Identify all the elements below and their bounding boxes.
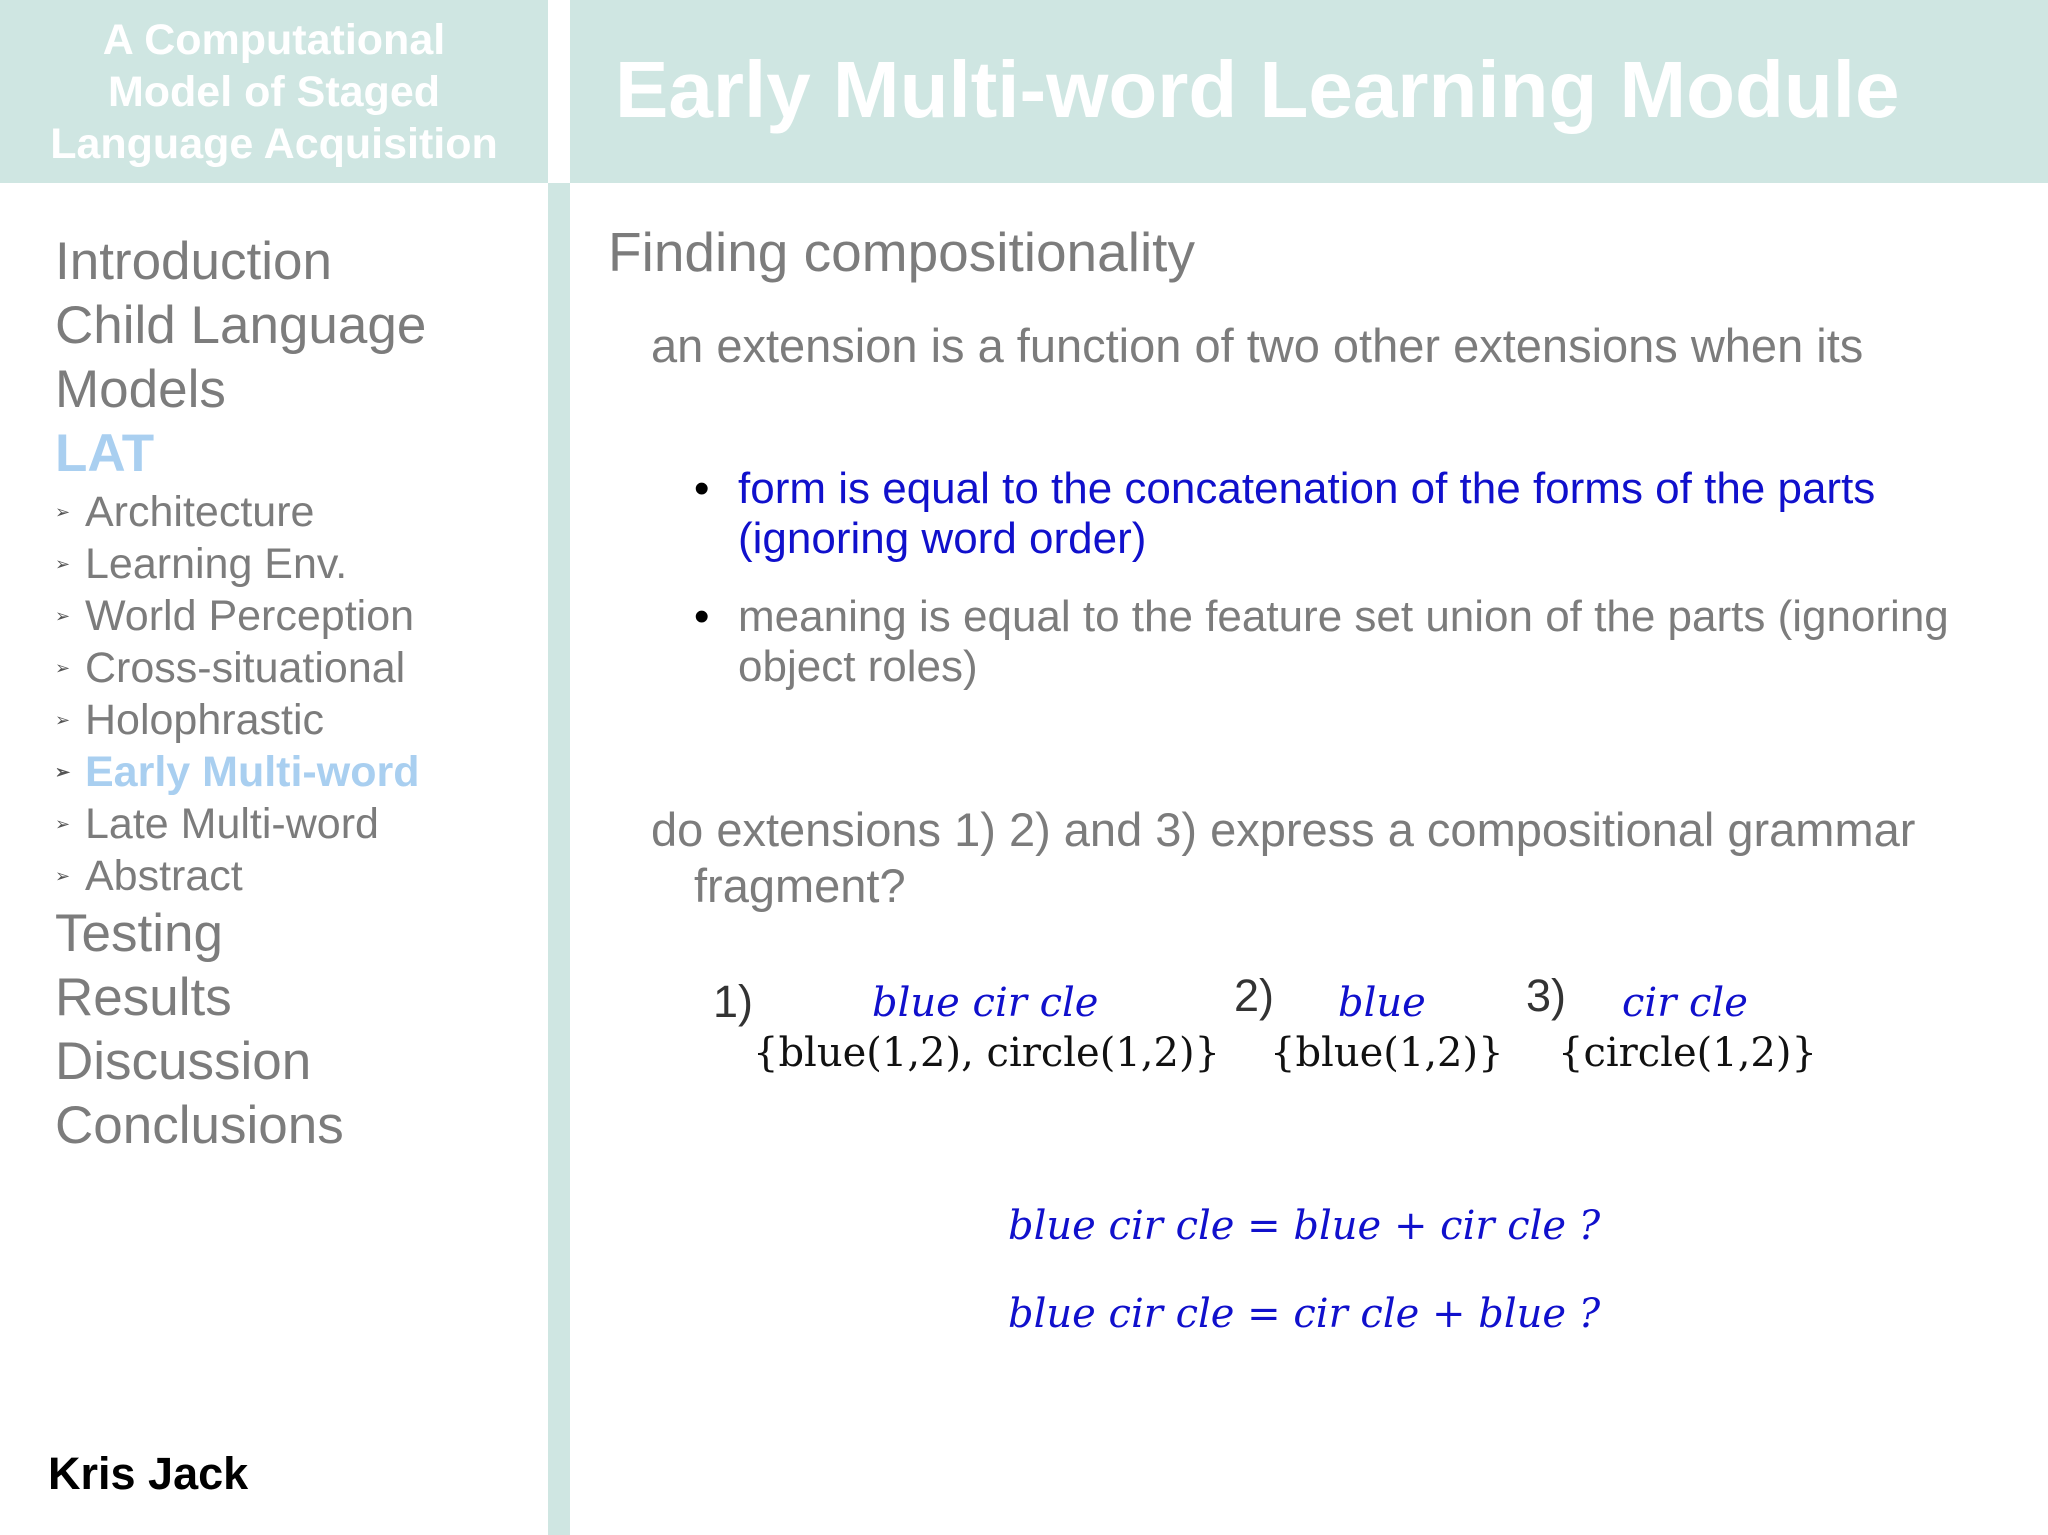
section-heading: Finding compositionality xyxy=(608,221,1195,283)
slide-title-banner xyxy=(570,0,2048,183)
arrow-bullet-icon: ➢ xyxy=(55,710,71,730)
example-1-form: blue cir cle xyxy=(872,980,1099,1026)
nav-subitem-architecture[interactable] xyxy=(55,486,535,538)
bullet-meaning-rule xyxy=(694,592,2034,692)
nav-item-conclusions[interactable]: Conclusions xyxy=(55,1096,344,1155)
example-2-form: blue xyxy=(1338,980,1426,1026)
nav-subitem-cross-situational[interactable] xyxy=(55,642,535,694)
example-2-meaning: {blue(1,2)} xyxy=(1270,1030,1504,1076)
nav-subitem-label: Cross-situational xyxy=(85,644,406,692)
presentation-title: A Computational Model of Staged Language Acquisition xyxy=(50,15,498,168)
nav-item-lat[interactable]: LAT xyxy=(55,424,155,483)
arrow-bullet-icon: ➢ xyxy=(55,866,71,886)
bullet-text: meaning is equal to the feature set union of the parts (ignoring object roles) xyxy=(738,592,1949,691)
nav-subitem-early-multi-word[interactable] xyxy=(55,746,535,798)
example-3-form: cir cle xyxy=(1622,980,1748,1026)
nav-item-results[interactable]: Results xyxy=(55,968,232,1027)
slide-title: Early Multi-word Learning Module xyxy=(615,45,1900,134)
bullet-dot-icon: • xyxy=(694,592,710,641)
nav-item-discussion[interactable]: Discussion xyxy=(55,1032,312,1091)
arrow-bullet-icon: ➢ xyxy=(55,762,71,782)
nav-subitem-label: Holophrastic xyxy=(85,696,324,744)
nav-item-introduction[interactable]: Introduction xyxy=(55,232,332,291)
presentation-title-panel xyxy=(0,0,548,183)
equation-1: blue cir cle = blue + cir cle ? xyxy=(1008,1203,1601,1249)
bullet-text: form is equal to the concatenation of the forms of the parts (ignoring word order) xyxy=(738,464,1876,563)
sidebar-nav xyxy=(55,230,535,1158)
bullet-form-rule xyxy=(694,464,2034,564)
example-1-number: 1) xyxy=(713,976,754,1027)
nav-subitem-label: Architecture xyxy=(85,488,315,536)
nav-subitem-label: Early Multi-word xyxy=(85,748,420,796)
nav-subitem-label: World Perception xyxy=(85,592,415,640)
example-3-meaning: {circle(1,2)} xyxy=(1558,1030,1817,1076)
example-3-number: 3) xyxy=(1526,970,1567,1021)
nav-subitem-world-perception[interactable] xyxy=(55,590,535,642)
definition-paragraph: an extension is a function of two other extensions when its xyxy=(651,319,1864,372)
nav-item-testing[interactable]: Testing xyxy=(55,904,223,963)
nav-item-child-language[interactable]: Child Language xyxy=(55,296,427,355)
arrow-bullet-icon: ➢ xyxy=(55,554,71,574)
vertical-divider xyxy=(548,183,570,1535)
example-2-number: 2) xyxy=(1234,970,1275,1021)
equation-2: blue cir cle = cir cle + blue ? xyxy=(1008,1291,1601,1337)
example-1-meaning: {blue(1,2), circle(1,2)} xyxy=(753,1030,1220,1076)
nav-subitem-label: Learning Env. xyxy=(85,540,348,588)
nav-item-models[interactable]: Models xyxy=(55,360,226,419)
bullet-dot-icon: • xyxy=(694,464,710,513)
arrow-bullet-icon: ➢ xyxy=(55,606,71,626)
nav-subitem-holophrastic[interactable] xyxy=(55,694,535,746)
arrow-bullet-icon: ➢ xyxy=(55,814,71,834)
nav-subitem-learning-env[interactable] xyxy=(55,538,535,590)
nav-subitem-abstract[interactable] xyxy=(55,850,535,902)
author-name: Kris Jack xyxy=(48,1448,249,1499)
arrow-bullet-icon: ➢ xyxy=(55,658,71,678)
nav-subitem-late-multi-word[interactable] xyxy=(55,798,535,850)
nav-subitem-label: Late Multi-word xyxy=(85,800,379,848)
arrow-bullet-icon: ➢ xyxy=(55,502,71,522)
question-paragraph: do extensions 1) 2) and 3) express a compositional grammar fragment? xyxy=(651,803,1916,912)
nav-subitem-label: Abstract xyxy=(85,852,243,900)
